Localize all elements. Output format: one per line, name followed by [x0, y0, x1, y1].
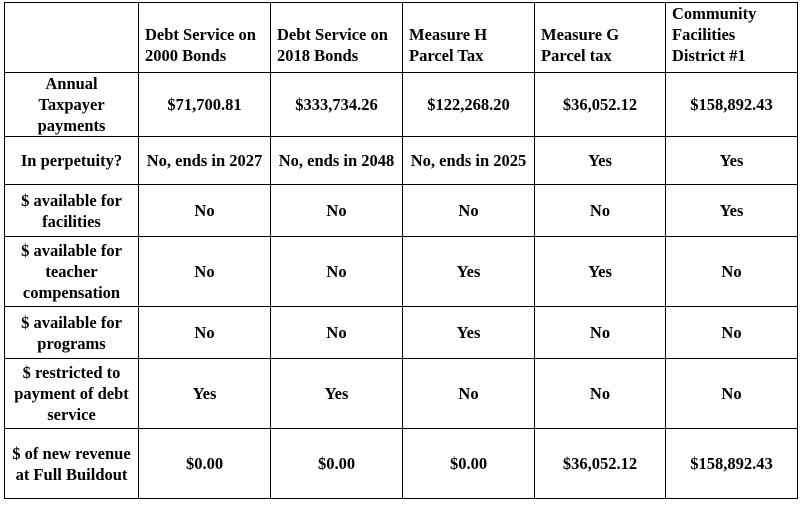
table-cell: $36,052.12 — [535, 429, 666, 499]
table-cell: $36,052.12 — [535, 73, 666, 137]
column-header-2000-bonds: Debt Service on 2000 Bonds — [139, 3, 271, 73]
column-header-measure-h: Measure H Parcel Tax — [403, 3, 535, 73]
row-label: $ available for programs — [5, 307, 139, 359]
table-row — [5, 185, 798, 237]
column-header-2018-bonds: Debt Service on 2018 Bonds — [271, 3, 403, 73]
table-row — [5, 237, 798, 307]
table-cell: No — [666, 237, 798, 307]
table-cell: No — [139, 185, 271, 237]
table-cell: $0.00 — [139, 429, 271, 499]
header-row — [5, 3, 798, 73]
table-row — [5, 429, 798, 499]
table-cell: No — [535, 307, 666, 359]
column-header-measure-g: Measure G Parcel tax — [535, 3, 666, 73]
row-label: $ available for teacher compensation — [5, 237, 139, 307]
table-cell: No — [139, 307, 271, 359]
table-cell: Yes — [535, 137, 666, 185]
table-cell: $0.00 — [403, 429, 535, 499]
table-row — [5, 359, 798, 429]
table-cell: $158,892.43 — [666, 429, 798, 499]
table-cell: No — [666, 307, 798, 359]
table-cell: No — [139, 237, 271, 307]
table-cell: No — [271, 185, 403, 237]
table-cell: No — [271, 237, 403, 307]
table-cell: No — [535, 359, 666, 429]
table-cell: Yes — [666, 185, 798, 237]
table-cell: Yes — [139, 359, 271, 429]
column-header-cfd-1: Community Facilities District #1 — [666, 3, 798, 73]
row-label: $ restricted to payment of debt service — [5, 359, 139, 429]
table-cell: $0.00 — [271, 429, 403, 499]
table-row — [5, 73, 798, 137]
table-cell: $122,268.20 — [403, 73, 535, 137]
table-cell: $333,734.26 — [271, 73, 403, 137]
row-label: $ of new revenue at Full Buildout — [5, 429, 139, 499]
table-cell: Yes — [666, 137, 798, 185]
table-cell: Yes — [403, 237, 535, 307]
table-cell: Yes — [403, 307, 535, 359]
table-row — [5, 137, 798, 185]
table-cell: No, ends in 2025 — [403, 137, 535, 185]
table-cell: No — [535, 185, 666, 237]
row-label: $ available for facilities — [5, 185, 139, 237]
corner-cell — [5, 3, 139, 73]
table-cell: No — [403, 185, 535, 237]
table-cell: Yes — [535, 237, 666, 307]
table-cell: $158,892.43 — [666, 73, 798, 137]
table-cell: $71,700.81 — [139, 73, 271, 137]
table-cell: No — [403, 359, 535, 429]
table-cell: No, ends in 2048 — [271, 137, 403, 185]
comparison-table — [4, 2, 798, 499]
row-label: Annual Taxpayer payments — [5, 73, 139, 137]
table-cell: No — [271, 307, 403, 359]
table-cell: Yes — [271, 359, 403, 429]
table-row — [5, 307, 798, 359]
table-cell: No, ends in 2027 — [139, 137, 271, 185]
row-label: In perpetuity? — [5, 137, 139, 185]
table-cell: No — [666, 359, 798, 429]
